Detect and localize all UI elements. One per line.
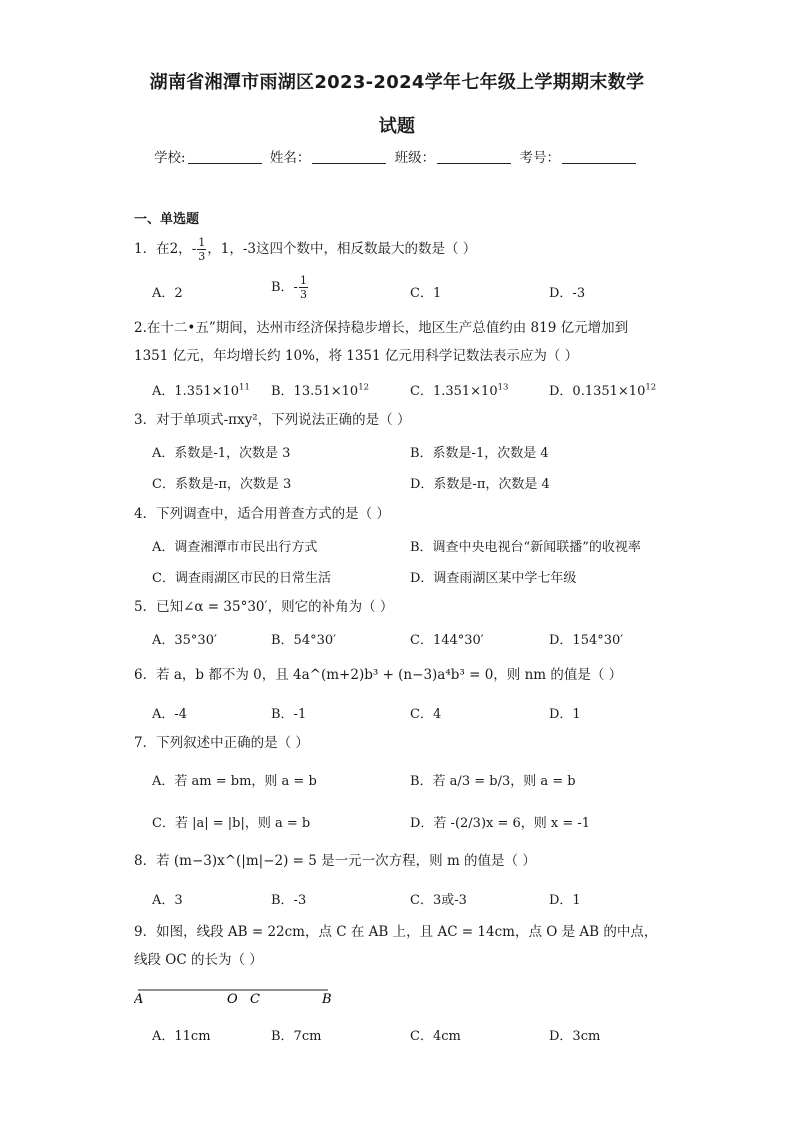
q5-option-b[interactable]: B．54°30′ [271,633,337,648]
q8-option-b[interactable]: B．-3 [271,893,307,908]
q9-option-b[interactable]: B．7cm [271,1029,322,1044]
question-1 [134,236,476,263]
question-4: 4．下列调查中，适合用普查方式的是（ ） [134,506,390,522]
name-label: 姓名： [269,150,311,166]
exam-title-line1: 湖南省湘潭市雨湖区2023-2024学年七年级上学期期末数学 [149,72,645,93]
question-7: 7．下列叙述中正确的是（ ） [134,735,309,751]
question-9: 9．如图，线段 AB = 22cm，点 C 在 AB 上，且 AC = 14cm，点 O 是 AB 的中点，线段 OC 的长为（ ） [134,924,658,968]
q4-option-a[interactable]: A．调查湘潭市市民出行方式 [152,540,318,555]
q7-option-a[interactable]: A．若 am = bm，则 a = b [152,774,317,789]
question-6: 6．若 a，b 都不为 0，且 4a^(m+2)b³ + (n−3)a⁴b³ = 0，则 nm 的值是（ ） [134,667,623,683]
exam-number-label: 考号： [519,150,560,166]
q2-option-a[interactable]: A．$1.351\times 10^{11}$ [152,382,250,399]
question-5: 5．已知∠α = 35°30′，则它的补角为（ ） [134,599,394,615]
question-8: 8．若 (m−3)x^(|m|−2) = 5 是一元一次方程，则 m 的值是（ ） [134,853,536,869]
q1-stem-end: ，1，-3这四个数中，相反数最大的数是（ ） [207,241,477,257]
q2-option-d[interactable]: D．$0.1351\times 10^{12}$ [549,382,657,399]
q8-option-c[interactable]: C．3或-3 [410,893,467,908]
q7-option-d[interactable]: D．若 -(2/3)x = 6，则 x = -1 [410,816,591,831]
point-label-c: C [250,992,260,1007]
school-label: 学校: [154,150,186,166]
question-3: 3．对于单项式-πxy²，下列说法正确的是（ ） [134,412,411,428]
exam-title-line2: 试题 [378,116,416,137]
q3-option-d[interactable]: D．系数是-π，次数是 4 [410,477,550,492]
q4-option-b[interactable]: B．调查中央电视台“新闻联播”的收视率 [410,540,641,555]
point-label-b: B [322,992,332,1007]
question-2: 2.在十二•五”期间，达州市经济保持稳步增长，地区生产总值约由 819 亿元增加到 1351 亿元，年均增长约 10%，将 1351 亿元用科学记数法表示应为（ ） [134,320,629,364]
q1-stem-start: 1．在2， [134,241,192,257]
point-label-a: A [134,992,144,1007]
q3-option-c[interactable]: C．系数是-π，次数是 3 [152,477,292,492]
student-info-line [0,146,794,166]
q1-fraction-sign: - [191,241,197,257]
school-blank[interactable] [188,149,262,164]
q5-option-d[interactable]: D．154°30′ [549,633,624,648]
class-blank[interactable] [437,149,511,164]
q1-option-c[interactable]: C．1 [410,286,442,301]
q8-option-d[interactable]: D．1 [549,893,581,908]
q8-option-a[interactable]: A．3 [152,893,183,908]
q4-option-d[interactable]: D．调查雨湖区某中学七年级 [410,571,577,586]
q3-option-b[interactable]: B．系数是-1，次数是 4 [410,446,549,461]
q6-option-b[interactable]: B．-1 [271,707,307,722]
q1-option-d[interactable]: D．-3 [549,286,586,301]
q1-fraction: $\frac{1}{3}$ [198,236,206,263]
q1-option-a[interactable]: A．2 [152,286,183,301]
class-label: 班级： [394,150,436,166]
q6-option-a[interactable]: A．-4 [152,707,188,722]
q4-option-c[interactable]: C．调查雨湖区市民的日常生活 [152,571,331,586]
q3-option-a[interactable]: A．系数是-1，次数是 3 [152,446,291,461]
q1-option-b[interactable]: B．- $\frac{1}{3}$ [271,274,307,301]
q6-option-c[interactable]: C．4 [410,707,442,722]
q9-option-c[interactable]: C．4cm [410,1029,461,1044]
q7-option-c[interactable]: C．若 |a| = |b|，则 a = b [152,816,311,831]
line-segment-figure [134,982,494,1012]
name-blank[interactable] [312,149,386,164]
q9-option-d[interactable]: D．3cm [549,1029,601,1044]
q5-option-a[interactable]: A．35°30′ [152,633,217,648]
q9-option-a[interactable]: A．11cm [152,1029,211,1044]
q7-option-b[interactable]: B．若 a/3 = b/3，则 a = b [410,774,576,789]
q6-option-d[interactable]: D．1 [549,707,581,722]
q2-option-b[interactable]: B．$13.51\times 10^{12}$ [271,382,370,399]
q2-option-c[interactable]: C．$1.351\times 10^{13}$ [410,382,509,399]
section-heading: 一、单选题 [134,212,200,227]
exam-number-blank[interactable] [562,149,636,164]
point-label-o: O [227,992,238,1007]
q5-option-c[interactable]: C．144°30′ [410,633,484,648]
